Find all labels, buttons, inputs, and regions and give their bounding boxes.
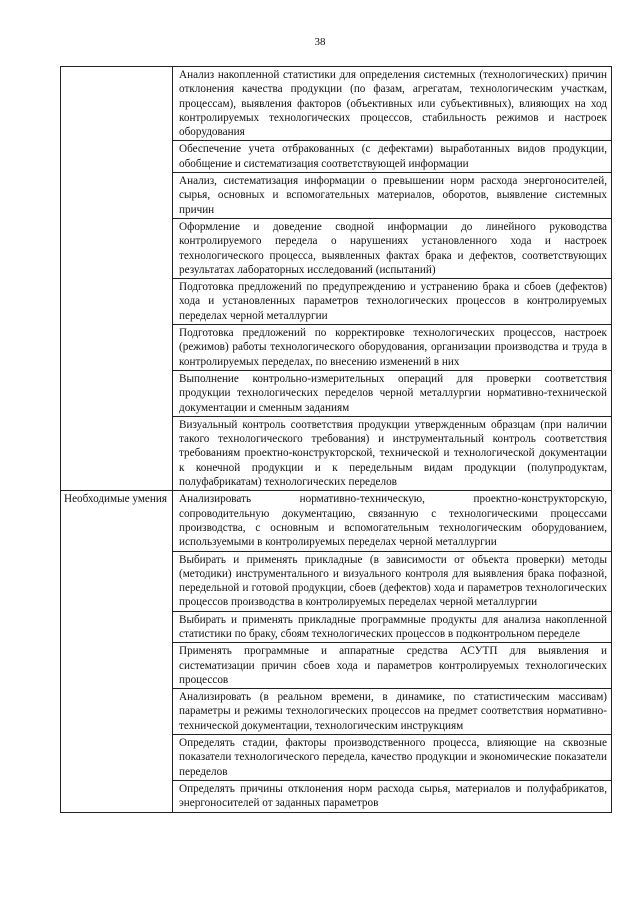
page-number: 38 — [314, 36, 326, 48]
table-cell: Анализировать (в реальном времени, в динамике, по статистическим массивам) параметры и режимы технологических процессов на предмет соответствия нормативно-технической документации, технологическим инструкциям — [173, 689, 612, 735]
table-cell: Анализ, систематизация информации о превышении норм расхода энергоносителей, сырья, основных и вспомогательных материалов, оборотов, выявление системных причин — [173, 173, 612, 219]
table-cell: Определять стадии, факторы производственного процесса, влияющие на сквозные показатели технологического передела, качество продукции и экономические показатели переделов — [173, 735, 612, 781]
table-cell: Анализировать нормативно-техническую, проектно-конструкторскую, сопроводительную документацию, связанную с технологическими процессами производства, с основным и вспомогательным технологическим оборудованием, используемыми в контролируемых переделах черной металлургии — [173, 491, 612, 551]
table-cell: Анализ накопленной статистики для определения системных (технологических) причин отклонения качества продукции (по фазам, агрегатам, технологическим участкам, процессам), выявления факторов (объективных или субъективных), влияющих на ход контролируемых технологических процессов, стабильность режимов и настроек оборудования — [173, 67, 612, 141]
table-cell: Обеспечение учета отбракованных (с дефектами) выработанных видов продукции, обобщение и систематизация соответствующей информации — [173, 141, 612, 173]
table-cell: Выполнение контрольно-измерительных операций для проверки соответствия продукции технологических переделов черной металлургии нормативно-технической документации и сменным заданиям — [173, 370, 612, 416]
table-cell: Определять причины отклонения норм расхода сырья, материалов и полуфабрикатов, энергоносителей от заданных параметров — [173, 780, 612, 812]
table-cell: Подготовка предложений по предупреждению и устранению брака и сбоев (дефектов) хода и установленных параметров технологических процессов в контролируемых переделах черной металлургии — [173, 279, 612, 325]
competency-table — [60, 66, 612, 813]
table-cell: Выбирать и применять прикладные (в зависимости от объекта проверки) методы (методики) инструментального и визуального контроля для выявления брака пофазной, передельной и готовой продукции, сбоев (дефектов) хода и параметров технологических процессов производства в контролируемых переделах черной металлургии — [173, 551, 612, 611]
table-cell: Визуальный контроль соответствия продукции утвержденным образцам (при наличии такого технологического требования) и инструментальный контроль соответствия требованиям проектно-конструкторской, технической и технологической документации к конечной продукции и к передельным видам продукции (полупродуктам, полуфабрикатам) технологических переделов — [173, 416, 612, 490]
row-label-cell — [61, 67, 173, 491]
row-label-cell: Необходимые умения — [61, 491, 173, 812]
table-cell: Подготовка предложений по корректировке технологических процессов, настроек (режимов) работы технологического оборудования, организации производства и труда в контролируемых переделах, по внесению изменений в них — [173, 325, 612, 371]
table-row — [61, 67, 612, 141]
table-cell: Оформление и доведение сводной информации до линейного руководства контролируемого передела о нарушениях установленного хода и настроек технологического процесса, выявленных фактах брака и дефектов, соответствующих результатах лабораторных исследований (испытаний) — [173, 218, 612, 278]
table-cell: Применять программные и аппаратные средства АСУТП для выявления и систематизации причин сбоев хода и параметров контролируемых технологических процессов — [173, 643, 612, 689]
table-row — [61, 491, 612, 551]
table-cell: Выбирать и применять прикладные программные продукты для анализа накопленной статистики по браку, сбоям технологических процессов в подконтрольном переделе — [173, 611, 612, 643]
